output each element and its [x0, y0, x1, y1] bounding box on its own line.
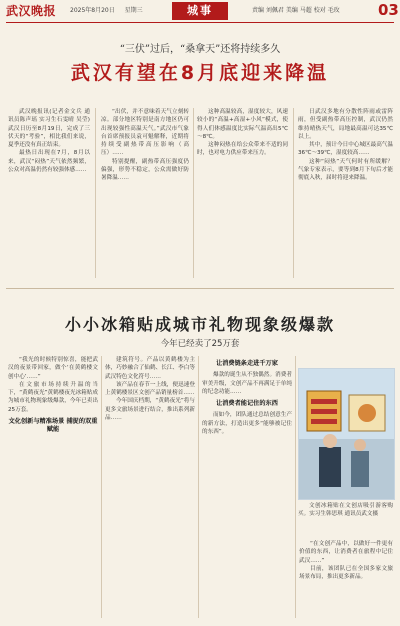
article2-headline: 小小冰箱贴成城市礼物现象级爆款 [64, 315, 335, 334]
column-divider [193, 108, 194, 278]
article2-subhead: 让消费者能记住的东西 [216, 400, 278, 408]
article2-column-1 [8, 356, 98, 438]
issue-date [70, 5, 151, 14]
paragraph: 建筑符号。产品以黄鹤楼为主体，巧妙融合了仙鹤、长江、李白等武汉特色文化符号…… [105, 357, 195, 380]
article2-subhead: 文化创新与精准场景 捕捉的双重赋能 [8, 418, 98, 434]
paragraph: 目前，该团队已在全国多家文旅场景布局，推出更多新品。 [299, 565, 393, 581]
article2-subheadline: 今年已经卖了25万套 [160, 339, 240, 349]
column-divider [95, 108, 96, 278]
paragraph: 在文旅市场持续升温的当下，“黄鹤夜光”黄鹤楼夜光冰箱贴成为城市礼物现象级爆款，今年已卖出25万套。 [8, 381, 98, 413]
article1-headline: 武汉有望在8月底迎来降温 [70, 62, 330, 84]
designer-credit: 美编 马超 [285, 7, 312, 14]
masthead-rule [6, 22, 394, 23]
photo-illustration [299, 369, 394, 499]
article1-column-2 [101, 108, 189, 183]
article1-kicker: “三伏”过后，“桑拿天”还将持续多久 [119, 44, 281, 55]
paragraph: 今年国庆档期，“黄鹤夜光”将与更多文旅场景进行结合，推出系列新品…… [105, 398, 195, 422]
article-divider [6, 288, 394, 289]
paragraph: 这种闷热在给公众带来不适的同时，也对电力供应带来压力。 [197, 142, 288, 157]
section-tag: 城事 [172, 2, 228, 20]
paragraph: 最热日出现在7月，8月以来，武汉“闷热”天气依然频繁，公众对高温仍然有较强体感…… [8, 150, 90, 174]
paragraph: “出伏，并不意味着天气立刻转凉。部分地区特别是南方地区仍可出现较强性高温天气。”武汉市气象台首席预报员袁可魁解释，近期将持续受副热带高压影响（高压）…… [101, 109, 189, 157]
news-photo [298, 368, 395, 500]
staff-credits [252, 5, 340, 14]
column-divider [198, 356, 199, 618]
paragraph: 这种“闷热”天气何时有所缓解？气象专家表示，要等到8月下旬后才能彻底入秋，届时将迎来降温。 [298, 158, 393, 182]
column-divider [293, 108, 294, 278]
column-divider [295, 356, 296, 618]
paragraph: 爆款的诞生从不独偶然。消费者审美升级，文创产品不再满足于单纯的纪念功能…… [202, 372, 292, 395]
proofreader-credit: 校对 毛玫 [313, 7, 340, 14]
page-number: 03 [378, 1, 399, 19]
paragraph: 特别提醒，副热带高压强度仍偏强，形势不稳定，公众需做好防暑降温…… [101, 158, 189, 182]
caption-text: 文创冰箱贴在文创店吸引游客购买。实习生韩思琪 通讯员武文摄 [298, 503, 393, 518]
newspaper-logo: 武汉晚报 [6, 4, 57, 18]
editor-credit: 责编 刘佩君 [252, 7, 284, 14]
article1-column-1 [8, 108, 90, 174]
paragraph: 武汉晚报讯(记者金文兵 通讯员陈声瑶 实习生石雯晴 吴莹)武汉日历至8月19日，完成了三伏天的“考验”，相比我们来说，夏季还没有真正结束。 [8, 109, 90, 149]
weekday-text: 星期三 [124, 7, 143, 14]
paragraph: 该产品在春节一上线，便迅速登上黄鹤楼景区文创产品销量榜首…… [105, 381, 195, 397]
paragraph: 这种高温较高，湿度较大，风速较小的“高温+高湿+小风”模式，使得人们体感温度比实际气温高出5℃～8℃。 [197, 109, 288, 140]
paragraph: “在文创产品中，以做好一件更有价值的东西，让消费者在旅程中记住武汉……” [299, 541, 393, 564]
paragraph: 日武汉多地有分散性阵雨或雷阵雨，但受副热带高压控制，武汉仍然维持晴热天气，局地最高温可达35℃以上。 [298, 109, 393, 140]
article2-column-4 [299, 540, 393, 581]
article1-column-3 [197, 108, 288, 158]
article2-subhead: 让消费链条走进千万家 [216, 360, 278, 367]
paragraph: 其中，预计今日中心城区最高气温36℃～39℃，湿度较高…… [298, 142, 393, 157]
date-text: 2025年8月20日 [70, 7, 115, 14]
paragraph: “我光的时候特别惊喜，能把武汉的夜景带回家，做个‘在黄鹤楼文创中心’……” [8, 357, 98, 380]
article2-column-2 [105, 356, 195, 422]
paragraph: 而如今，团队通过总结创意生产的新方法，打造出更多“能够被记住的东西”。 [202, 412, 292, 436]
article1-column-4 [298, 108, 393, 183]
photo-caption [298, 502, 393, 519]
column-divider [101, 356, 102, 618]
article2-column-3 [202, 356, 292, 436]
masthead [0, 0, 400, 24]
